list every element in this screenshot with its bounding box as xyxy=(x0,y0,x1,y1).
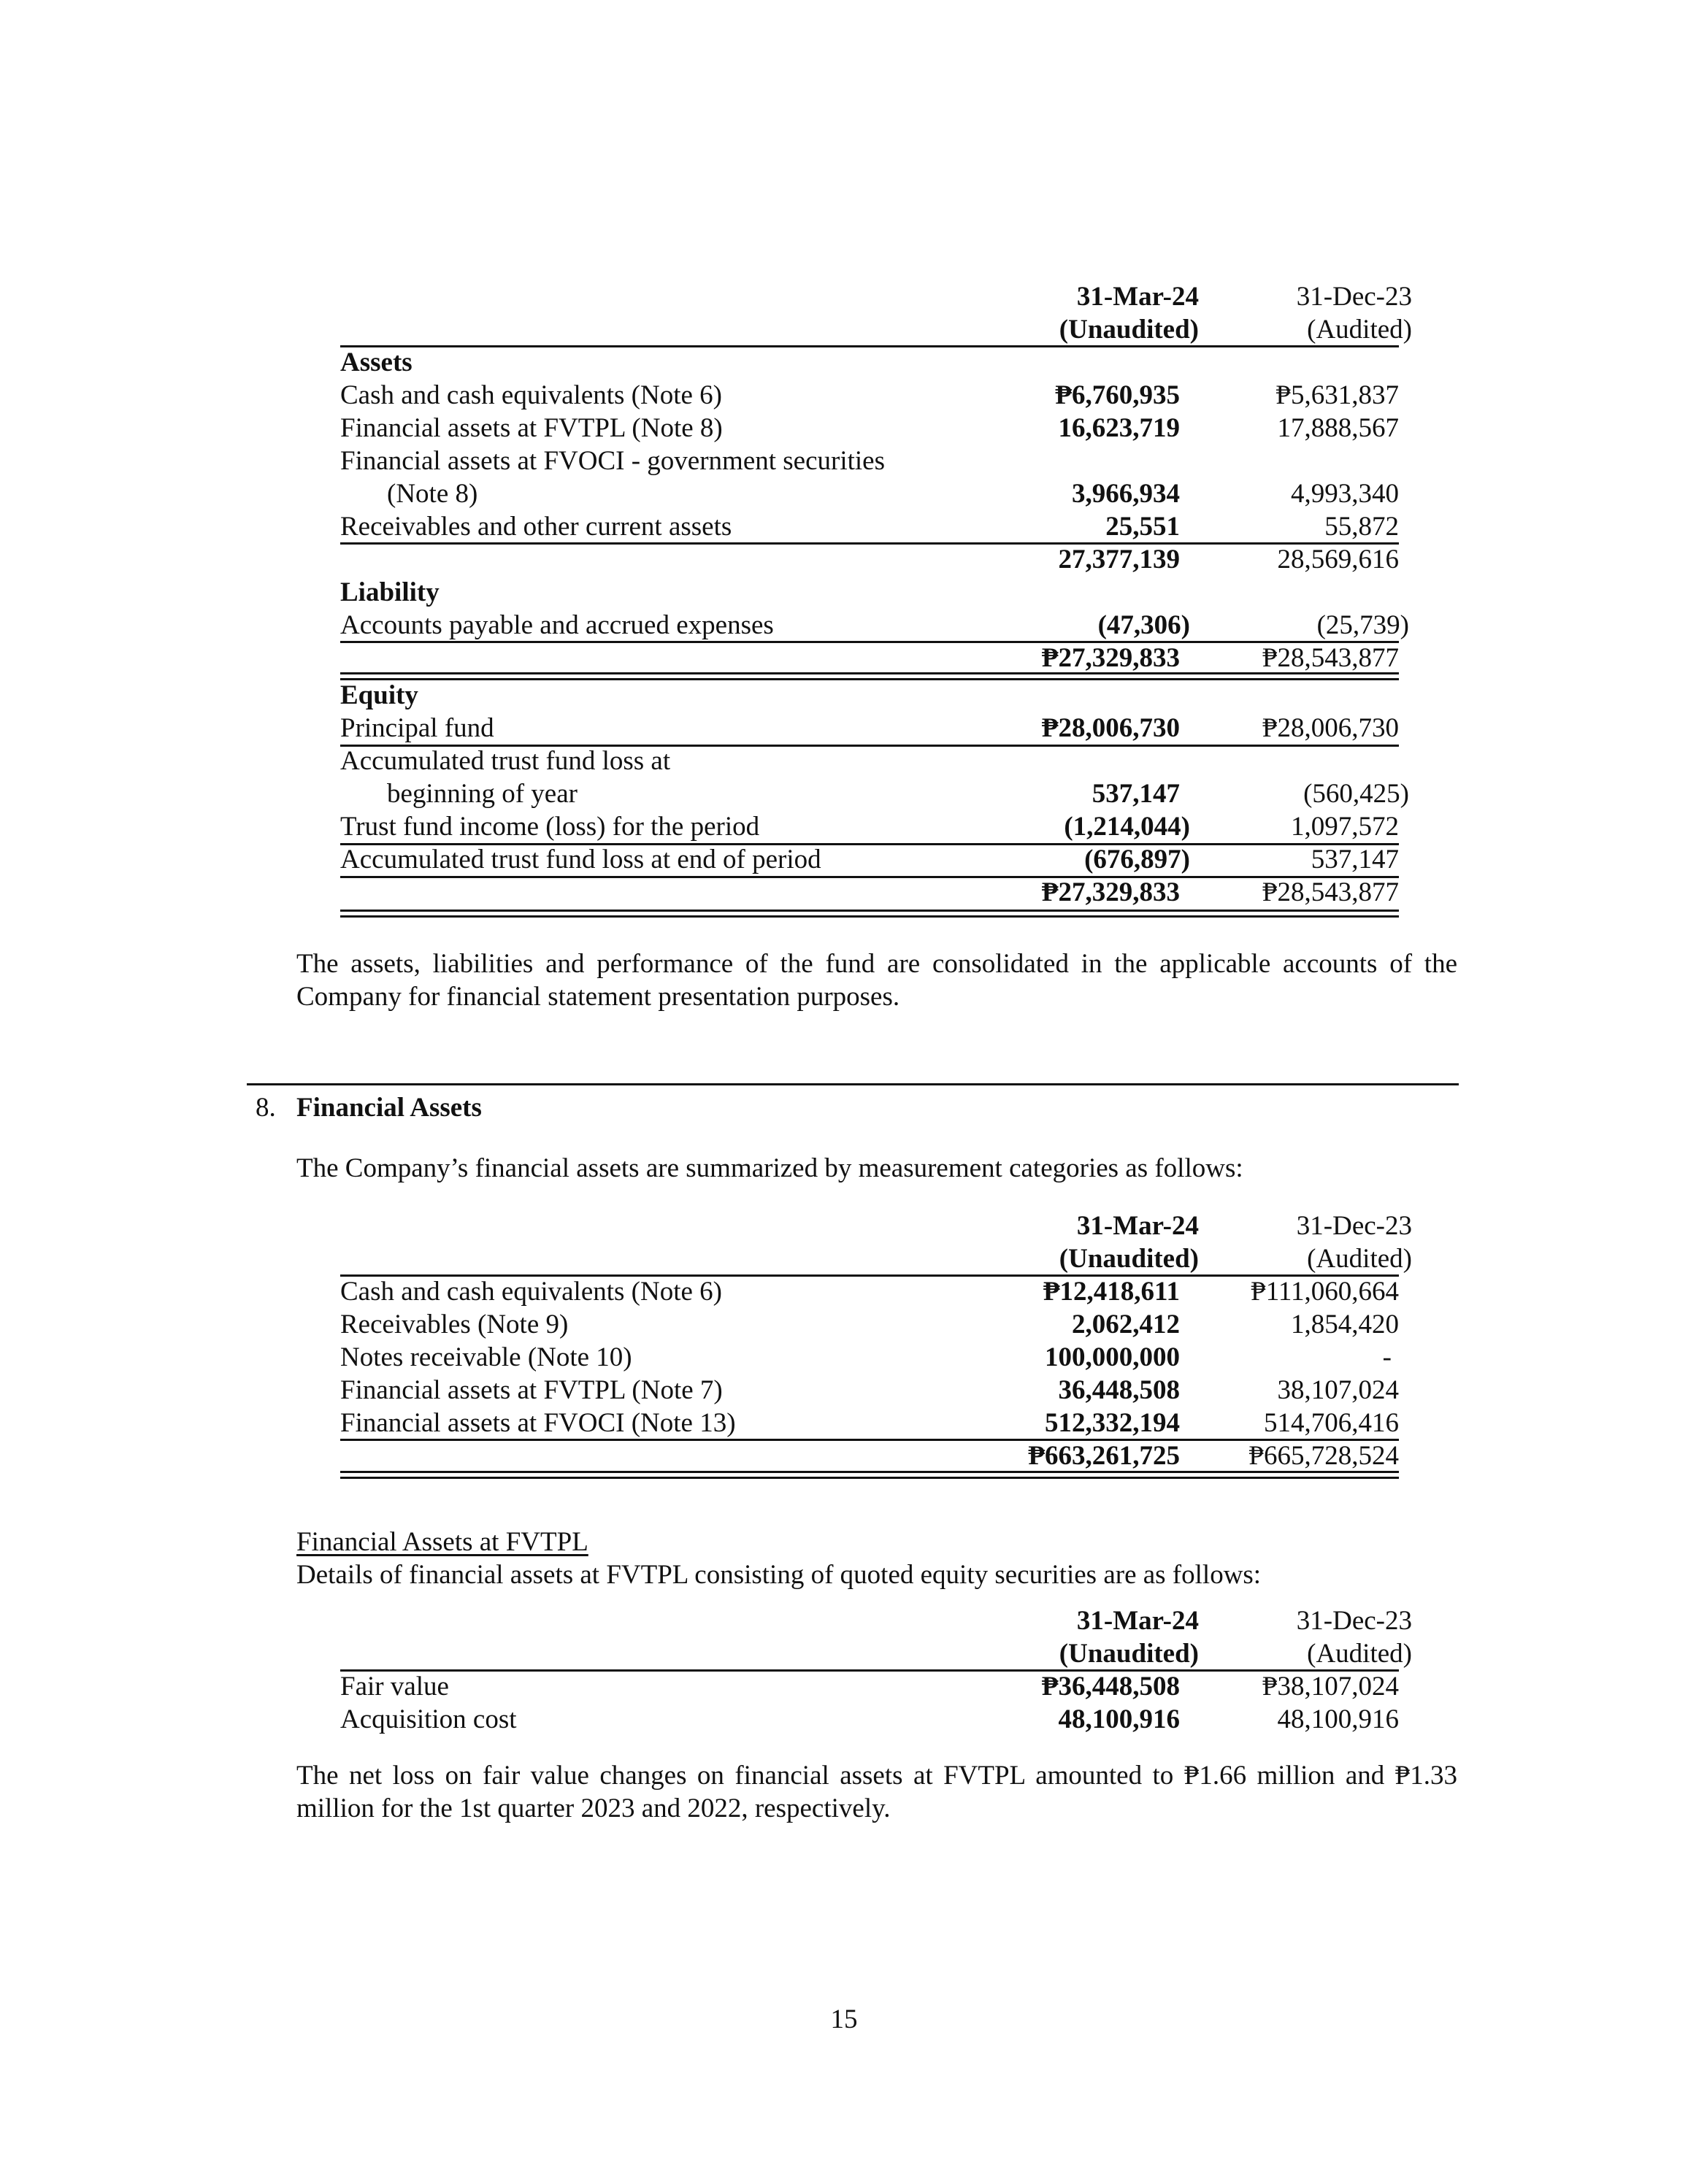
section-number: 8. xyxy=(256,1093,276,1123)
table-row xyxy=(340,1407,1413,1439)
value-mar24: 3,966,934 xyxy=(1072,479,1180,509)
col-header-audited: (Audited) xyxy=(1307,1639,1412,1669)
value-mar24: ₱12,418,611 xyxy=(1043,1277,1180,1307)
value-mar24: 25,551 xyxy=(1105,512,1180,542)
section-heading xyxy=(256,1091,482,1124)
subsection-heading: Financial Assets at FVTPL xyxy=(296,1527,588,1557)
table-header-row xyxy=(340,1604,1413,1637)
paragraph-line: The net loss on fair value changes on financial assets at FVTPL amounted to ₱1.66 million and ₱1.33 xyxy=(296,1761,1457,1791)
value-mar24: 16,623,719 xyxy=(1058,413,1180,443)
row-label: Cash and cash equivalents (Note 6) xyxy=(340,1277,722,1307)
section-heading-row xyxy=(340,576,1413,609)
table-header-row xyxy=(340,1637,1413,1670)
fvtpl-subsection xyxy=(296,1526,1457,1591)
row-label: Accounts payable and accrued expenses xyxy=(340,610,774,640)
row-label: Receivables (Note 9) xyxy=(340,1310,569,1339)
col-header-dec23: 31-Dec-23 xyxy=(1296,1211,1412,1241)
table-row xyxy=(340,1308,1413,1341)
table-row xyxy=(340,777,1413,810)
table-header-row xyxy=(340,280,1413,313)
section-heading-row xyxy=(340,679,1413,712)
value-mar24: 100,000,000 xyxy=(1045,1342,1180,1372)
table-row xyxy=(340,1275,1413,1308)
col-header-unaudited: (Unaudited) xyxy=(1059,1639,1199,1669)
paragraph-line: million for the 1st quarter 2023 and 2022, respectively. xyxy=(296,1793,891,1823)
row-label: Financial assets at FVTPL (Note 8) xyxy=(340,413,723,443)
col-header-unaudited: (Unaudited) xyxy=(1059,1244,1199,1274)
total-dec23: ₱665,728,524 xyxy=(1248,1441,1399,1471)
value-dec23: (560,425) xyxy=(1303,779,1409,809)
assets-heading: Assets xyxy=(340,347,413,377)
value-dec23: 48,100,916 xyxy=(1277,1704,1399,1734)
page-number: 15 xyxy=(830,2004,858,2034)
double-rule xyxy=(340,915,1399,918)
assets-total-mar24: 27,377,139 xyxy=(1058,545,1180,574)
section-heading-row xyxy=(340,346,1413,379)
net-total-mar24: ₱27,329,833 xyxy=(1041,643,1180,673)
total-row xyxy=(340,543,1413,576)
table-row xyxy=(340,445,1413,477)
section-divider xyxy=(247,1083,1459,1085)
value-dec23: 38,107,024 xyxy=(1277,1375,1399,1405)
value-mar24: 537,147 xyxy=(1092,779,1180,809)
row-label: beginning of year xyxy=(387,779,578,809)
double-rule xyxy=(340,1477,1399,1479)
value-mar24: 36,448,508 xyxy=(1058,1375,1180,1405)
col-header-audited: (Audited) xyxy=(1307,1244,1412,1274)
value-mar24: 2,062,412 xyxy=(1072,1310,1180,1339)
table-row xyxy=(340,477,1413,510)
net-loss-paragraph xyxy=(296,1759,1457,1825)
col-header-audited: (Audited) xyxy=(1307,315,1412,345)
value-dec23: (25,739) xyxy=(1316,610,1409,640)
row-label: Acquisition cost xyxy=(340,1704,517,1734)
col-header-mar24: 31-Mar-24 xyxy=(1076,1606,1199,1636)
equity-total-dec23: ₱28,543,877 xyxy=(1262,877,1399,907)
row-label: Accumulated trust fund loss at end of period xyxy=(340,845,821,874)
col-header-mar24: 31-Mar-24 xyxy=(1076,1211,1199,1241)
col-header-dec23: 31-Dec-23 xyxy=(1296,1606,1412,1636)
value-mar24: (47,306) xyxy=(1097,610,1190,640)
section-intro xyxy=(296,1152,1457,1185)
row-label: Receivables and other current assets xyxy=(340,512,732,542)
row-label: Financial assets at FVTPL (Note 7) xyxy=(340,1375,723,1405)
value-dec23: ₱38,107,024 xyxy=(1262,1672,1399,1702)
table-row xyxy=(340,1341,1413,1374)
assets-total-dec23: 28,569,616 xyxy=(1277,545,1399,574)
row-label: Cash and cash equivalents (Note 6) xyxy=(340,380,722,410)
value-mar24: ₱36,448,508 xyxy=(1041,1672,1180,1702)
row-label: Notes receivable (Note 10) xyxy=(340,1342,632,1372)
row-label: (Note 8) xyxy=(387,479,478,509)
col-header-unaudited: (Unaudited) xyxy=(1059,315,1199,345)
value-dec23: ₱5,631,837 xyxy=(1275,380,1399,410)
total-row xyxy=(340,642,1413,674)
value-dec23: ₱28,006,730 xyxy=(1262,713,1399,743)
value-dec23: - xyxy=(1382,1342,1392,1372)
paragraph-line: Company for financial statement presentation purposes. xyxy=(296,982,900,1012)
col-header-mar24: 31-Mar-24 xyxy=(1076,282,1199,312)
value-mar24: ₱6,760,935 xyxy=(1055,380,1180,410)
net-total-dec23: ₱28,543,877 xyxy=(1262,643,1399,673)
value-dec23: ₱111,060,664 xyxy=(1251,1277,1399,1307)
table-row xyxy=(340,843,1413,876)
table-row xyxy=(340,745,1413,777)
row-label: Fair value xyxy=(340,1672,449,1702)
fvtpl-table xyxy=(340,1604,1413,1736)
row-label: Financial assets at FVOCI - government securities xyxy=(340,446,885,476)
liability-heading: Liability xyxy=(340,577,440,607)
paragraph-line: The Company’s financial assets are summarized by measurement categories as follows: xyxy=(296,1153,1243,1183)
double-rule xyxy=(340,672,1399,674)
value-mar24: (1,214,044) xyxy=(1064,812,1190,842)
table-row xyxy=(340,379,1413,412)
section-title: Financial Assets xyxy=(296,1093,482,1123)
table-header-row xyxy=(340,1210,1413,1242)
value-dec23: 17,888,567 xyxy=(1277,413,1399,443)
row-label: Trust fund income (loss) for the period xyxy=(340,812,760,842)
value-dec23: 537,147 xyxy=(1311,845,1399,874)
total-mar24: ₱663,261,725 xyxy=(1028,1441,1180,1471)
equity-total-mar24: ₱27,329,833 xyxy=(1041,877,1180,907)
value-mar24: ₱28,006,730 xyxy=(1041,713,1180,743)
table-row xyxy=(340,412,1413,445)
total-row xyxy=(340,876,1413,909)
table-header-row xyxy=(340,313,1413,346)
value-mar24: 48,100,916 xyxy=(1058,1704,1180,1734)
table-row xyxy=(340,609,1413,642)
value-dec23: 55,872 xyxy=(1324,512,1399,542)
trust-fund-table xyxy=(340,280,1413,909)
double-rule xyxy=(340,1471,1399,1473)
table-row xyxy=(340,510,1413,543)
equity-heading: Equity xyxy=(340,680,418,710)
value-dec23: 514,706,416 xyxy=(1264,1408,1399,1438)
col-header-dec23: 31-Dec-23 xyxy=(1296,282,1412,312)
table-row xyxy=(340,1670,1413,1703)
value-mar24: (676,897) xyxy=(1084,845,1190,874)
double-rule xyxy=(340,910,1399,912)
paragraph-line: The assets, liabilities and performance of the fund are consolidated in the applicable accounts of the xyxy=(296,949,1457,979)
value-dec23: 1,854,420 xyxy=(1291,1310,1399,1339)
row-label: Financial assets at FVOCI (Note 13) xyxy=(340,1408,736,1438)
table-row xyxy=(340,1374,1413,1407)
paragraph-line: Details of financial assets at FVTPL consisting of quoted equity securities are as follows: xyxy=(296,1560,1262,1590)
total-row xyxy=(340,1439,1413,1472)
value-mar24: 512,332,194 xyxy=(1045,1408,1180,1438)
row-label: Accumulated trust fund loss at xyxy=(340,746,671,776)
row-label: Principal fund xyxy=(340,713,494,743)
table-row xyxy=(340,712,1413,745)
financial-assets-table xyxy=(340,1210,1413,1472)
table-row xyxy=(340,810,1413,843)
value-dec23: 4,993,340 xyxy=(1291,479,1399,509)
consolidation-paragraph xyxy=(296,947,1457,1013)
value-dec23: 1,097,572 xyxy=(1291,812,1399,842)
table-header-row xyxy=(340,1242,1413,1275)
table-row xyxy=(340,1703,1413,1736)
